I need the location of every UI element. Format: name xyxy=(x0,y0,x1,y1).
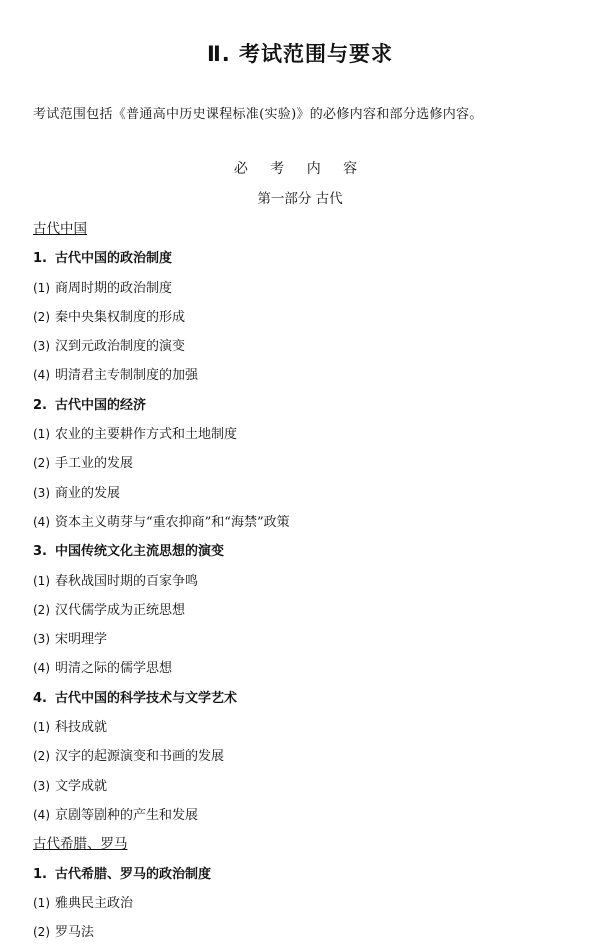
item-text: 明清之际的儒学思想 xyxy=(55,661,173,677)
item-number: (3) xyxy=(33,778,50,793)
item-number: (3) xyxy=(33,339,50,354)
topic-title: 古代中国的科学技术与文学艺术 xyxy=(55,690,238,706)
list-item xyxy=(33,801,573,830)
list-item xyxy=(33,596,573,625)
item-text: 文学成就 xyxy=(55,778,108,794)
list-item xyxy=(33,361,573,390)
item-number: (4) xyxy=(33,661,50,676)
item-text: 商周时期的政治制度 xyxy=(55,280,173,296)
list-item xyxy=(33,479,573,508)
item-number: (2) xyxy=(33,309,50,324)
list-item xyxy=(33,713,573,742)
item-number: (4) xyxy=(33,514,50,529)
list-item xyxy=(33,508,573,537)
item-text: 资本主义萌芽与“重农抑商”和“海禁”政策 xyxy=(55,514,290,530)
topic-number: 2. xyxy=(33,397,47,413)
item-text: 明清君主专制制度的加强 xyxy=(55,368,199,384)
item-number: (2) xyxy=(33,749,50,764)
item-text: 手工业的发展 xyxy=(55,456,134,472)
item-number: (1) xyxy=(33,573,50,588)
item-number: (1) xyxy=(33,280,50,295)
topic-title: 古代中国的经济 xyxy=(55,397,147,413)
list-item xyxy=(33,772,573,801)
list-item xyxy=(33,654,573,683)
item-number: (2) xyxy=(33,602,50,617)
list-item xyxy=(33,742,573,771)
topic-title: 中国传统文化主流思想的演变 xyxy=(55,544,225,560)
topic-heading xyxy=(33,537,573,566)
item-number: (1) xyxy=(33,720,50,735)
item-text: 汉到元政治制度的演变 xyxy=(55,339,186,355)
item-text: 罗马法 xyxy=(55,925,95,941)
list-item xyxy=(33,420,573,449)
list-item xyxy=(33,449,573,478)
item-number: (1) xyxy=(33,895,50,910)
topic-number: 3. xyxy=(33,544,47,560)
topic-heading xyxy=(33,244,573,273)
item-text: 汉字的起源演变和书画的发展 xyxy=(55,749,225,765)
topic-number: 1. xyxy=(33,866,47,882)
syllabus-outline xyxy=(33,215,573,947)
intro-paragraph: 考试范围包括《普通高中历史课程标准(实验)》的必修内容和部分选修内容。 xyxy=(33,107,483,122)
item-text: 科技成就 xyxy=(55,720,108,736)
item-number: (4) xyxy=(33,368,50,383)
region-heading: 古代中国 xyxy=(33,221,87,237)
topic-number: 4. xyxy=(33,690,47,706)
item-text: 商业的发展 xyxy=(55,485,121,501)
list-item xyxy=(33,918,573,947)
list-item xyxy=(33,274,573,303)
list-item xyxy=(33,889,573,918)
page-title: Ⅱ. 考试范围与要求 xyxy=(206,42,394,66)
item-text: 京剧等剧种的产生和发展 xyxy=(55,807,199,823)
item-number: (2) xyxy=(33,456,50,471)
topic-heading xyxy=(33,860,573,889)
part-heading: 第一部分 古代 xyxy=(257,191,343,207)
item-number: (1) xyxy=(33,427,50,442)
topic-heading xyxy=(33,391,573,420)
item-text: 雅典民主政治 xyxy=(55,895,134,911)
region-heading: 古代希腊、罗马 xyxy=(33,836,128,853)
topic-heading xyxy=(33,684,573,713)
item-number: (4) xyxy=(33,807,50,822)
item-text: 宋明理学 xyxy=(55,632,108,648)
item-number: (3) xyxy=(33,485,50,500)
item-text: 汉代儒学成为正统思想 xyxy=(55,602,186,618)
topic-number: 1. xyxy=(33,251,47,267)
section-heading: 必 考 内 容 xyxy=(233,161,367,177)
item-text: 秦中央集权制度的形成 xyxy=(55,309,186,325)
list-item xyxy=(33,625,573,654)
list-item xyxy=(33,303,573,332)
item-number: (2) xyxy=(33,925,50,940)
list-item xyxy=(33,332,573,361)
topic-title: 古代希腊、罗马的政治制度 xyxy=(55,866,212,882)
list-item xyxy=(33,567,573,596)
item-text: 农业的主要耕作方式和土地制度 xyxy=(55,427,238,443)
topic-title: 古代中国的政治制度 xyxy=(55,251,173,267)
item-text: 春秋战国时期的百家争鸣 xyxy=(55,573,199,589)
item-number: (3) xyxy=(33,632,50,647)
